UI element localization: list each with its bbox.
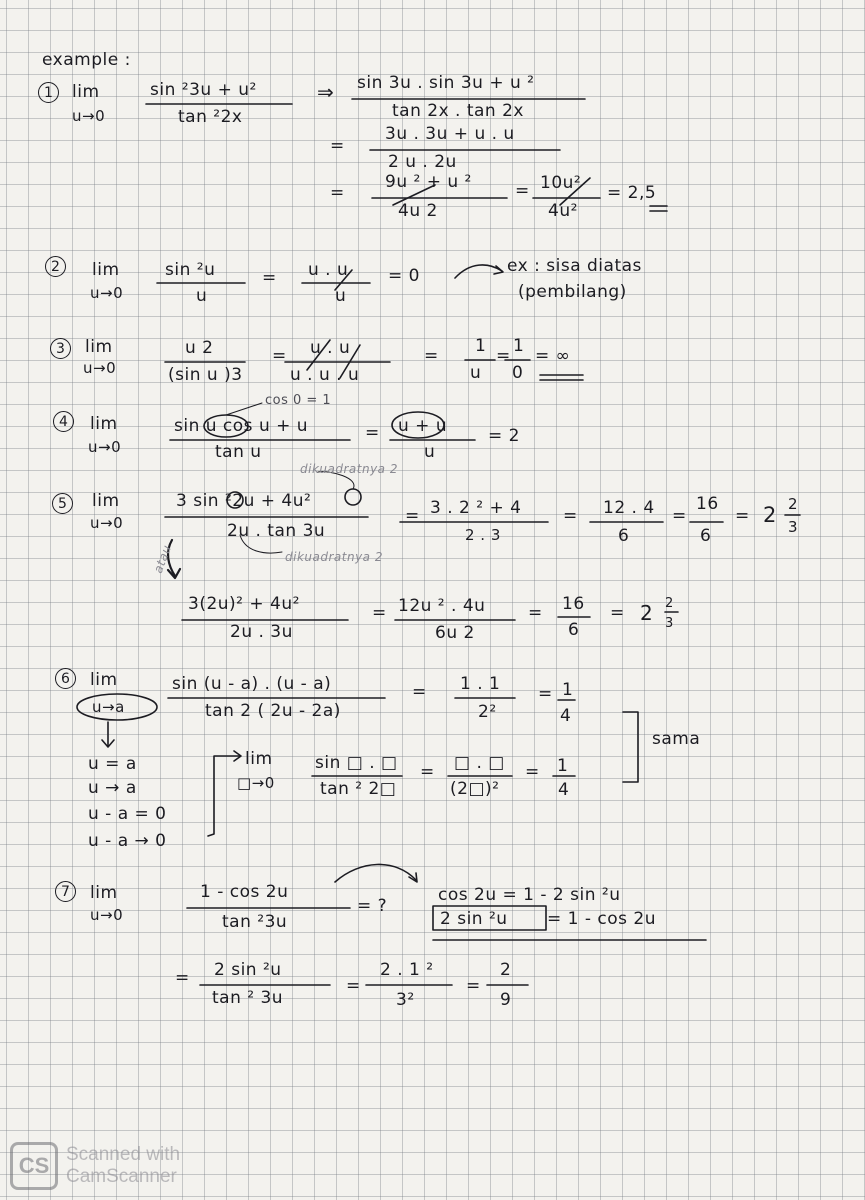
numerator: sin □ . □ xyxy=(315,753,398,773)
equals-sign: = xyxy=(346,976,361,996)
equals-sign: = xyxy=(735,506,750,526)
denominator: tan 2 ( 2u - 2a) xyxy=(205,701,341,721)
numerator: 3 sin ²2u + 4u² xyxy=(176,491,312,511)
denominator: tan 2x . tan 2x xyxy=(392,101,524,121)
equals-sign: = xyxy=(272,346,287,366)
equals-sign: = xyxy=(175,968,190,988)
note: (pembilang) xyxy=(518,282,627,302)
equals-sign: = xyxy=(262,268,277,288)
numerator: 1 . 1 xyxy=(460,674,501,694)
denominator: 6u 2 xyxy=(435,623,475,643)
mixed-denominator: 3 xyxy=(665,616,674,631)
numerator: 16 xyxy=(696,494,719,514)
circled-term xyxy=(345,489,361,505)
denominator: 6 xyxy=(618,526,630,546)
denominator: 6 xyxy=(568,620,580,640)
denominator: u . u . u xyxy=(290,365,360,385)
example-number-4: 4 xyxy=(53,411,74,432)
derivation-step: u - a = 0 xyxy=(88,804,167,824)
denominator: 2 . 3 xyxy=(465,526,501,544)
denominator: 2u . tan 3u xyxy=(227,521,326,541)
lim-subscript: □→0 xyxy=(237,774,275,792)
denominator: 4u 2 xyxy=(398,201,438,221)
derivation-step: u = a xyxy=(88,754,137,774)
annotation: cos 0 = 1 xyxy=(265,393,332,408)
lim-label: lim xyxy=(72,82,100,102)
example-number-5: 5 xyxy=(52,493,73,514)
bracket-arrow xyxy=(208,756,240,836)
denominator: (sin u )3 xyxy=(168,365,243,385)
trig-identity: = 1 - cos 2u xyxy=(547,909,657,929)
lim-label: lim xyxy=(90,414,118,434)
denominator: (2□)² xyxy=(450,779,500,799)
mixed-numerator: 2 xyxy=(665,596,674,611)
lim-label: lim xyxy=(90,670,118,690)
lim-subscript: u→0 xyxy=(83,359,117,377)
equals-sign: = xyxy=(525,762,540,782)
derivation-step: u - a → 0 xyxy=(88,831,167,851)
equals-sign: = xyxy=(372,603,387,623)
lim-subscript: u→0 xyxy=(90,514,124,532)
lim-label: lim xyxy=(92,491,120,511)
numerator: 16 xyxy=(562,594,585,614)
watermark-line: Scanned with xyxy=(66,1144,181,1166)
denominator: tan ² 2□ xyxy=(320,779,397,799)
equals-sign: = xyxy=(610,603,625,623)
denominator: u xyxy=(335,286,347,306)
annotation: dikuadratnya 2 xyxy=(285,550,383,564)
denominator: 2u . 3u xyxy=(230,622,293,642)
mixed-numerator: 2 xyxy=(788,495,799,513)
camscanner-logo-icon: CS xyxy=(10,1142,58,1190)
example-number-2: 2 xyxy=(45,256,66,277)
equals-sign: = xyxy=(672,506,687,526)
same-bracket xyxy=(623,712,638,782)
numerator: u + u xyxy=(398,416,448,436)
numerator: u 2 xyxy=(185,338,214,358)
result: = ∞ xyxy=(535,346,571,366)
example-number-6: 6 xyxy=(55,668,76,689)
mixed-whole: 2 xyxy=(763,503,777,527)
numerator: sin ²3u + u² xyxy=(150,80,257,100)
denominator: u xyxy=(196,286,208,306)
result: = 0 xyxy=(388,266,420,286)
equals-sign: = xyxy=(538,684,553,704)
numerator: 1 xyxy=(557,756,569,776)
result: = 2,5 xyxy=(607,183,657,203)
equals-sign: = xyxy=(563,506,578,526)
curved-arrow xyxy=(335,864,416,882)
numerator: 1 xyxy=(475,336,487,356)
equals-sign: = xyxy=(365,423,380,443)
denominator: u xyxy=(424,442,436,462)
same-label: sama xyxy=(652,729,701,749)
numerator: 1 - cos 2u xyxy=(200,882,289,902)
numerator: 3(2u)² + 4u² xyxy=(188,594,300,614)
denominator: 4 xyxy=(560,706,572,726)
denominator: 4u² xyxy=(548,201,578,221)
numerator: 12 . 4 xyxy=(603,498,655,518)
lim-subscript: u→0 xyxy=(90,284,124,302)
numerator: □ . □ xyxy=(454,753,505,773)
page-heading: example : xyxy=(42,50,131,70)
numerator: sin (u - a) . (u - a) xyxy=(172,674,332,694)
question-mark: = ? xyxy=(357,896,388,916)
numerator: 3u . 3u + u . u xyxy=(385,124,515,144)
example-number-3: 3 xyxy=(50,338,71,359)
denominator: tan ²2x xyxy=(178,107,243,127)
mixed-whole: 2 xyxy=(640,601,654,625)
equals-sign: = xyxy=(466,976,481,996)
denominator: tan ² 3u xyxy=(212,988,284,1008)
numerator: 2 xyxy=(500,960,512,980)
note: ex : sisa diatas xyxy=(507,256,642,276)
equals-sign: = xyxy=(515,181,530,201)
denominator: 9 xyxy=(500,990,512,1010)
numerator: 1 xyxy=(513,336,525,356)
numerator: sin ²u xyxy=(165,260,216,280)
trig-identity: cos 2u = 1 - 2 sin ²u xyxy=(438,885,621,905)
lim-label: lim xyxy=(92,260,120,280)
denominator: u xyxy=(470,363,482,383)
annotation: dikuadratnya 2 xyxy=(300,462,398,476)
watermark-text xyxy=(66,1144,180,1188)
numerator: sin 3u . sin 3u + u ² xyxy=(357,73,535,93)
example-number-1: 1 xyxy=(38,82,59,103)
equals-sign: = xyxy=(330,136,345,156)
derivation-step: u → a xyxy=(88,778,137,798)
watermark-line: CamScanner xyxy=(66,1166,177,1187)
result: = 2 xyxy=(488,426,520,446)
equals-sign: = xyxy=(412,682,427,702)
equals-sign: = xyxy=(420,762,435,782)
boxed-term: 2 sin ²u xyxy=(440,909,508,929)
annotation-arrow xyxy=(226,403,262,415)
mixed-denominator: 3 xyxy=(788,518,799,536)
numerator: sin u cos u + u xyxy=(174,416,309,436)
equals-sign: = xyxy=(496,346,511,366)
denominator: tan ²3u xyxy=(222,912,288,932)
denominator: 6 xyxy=(700,526,712,546)
equals-sign: = xyxy=(424,346,439,366)
equals-sign: = xyxy=(405,506,420,526)
numerator: 1 xyxy=(562,680,574,700)
equals-sign: = xyxy=(330,183,345,203)
numerator: 12u ² . 4u xyxy=(398,596,486,616)
lim-label: lim xyxy=(245,749,273,769)
denominator: tan u xyxy=(215,442,262,462)
numerator: 10u² xyxy=(540,173,582,193)
camscanner-watermark xyxy=(10,1142,180,1190)
implies-arrow: ⇒ xyxy=(317,80,335,104)
lim-subscript: u→0 xyxy=(72,107,106,125)
denominator: 2 u . 2u xyxy=(388,152,457,172)
numerator: 2 . 1 ² xyxy=(380,960,434,980)
numerator: u . u xyxy=(310,338,351,358)
lim-subscript: u→a xyxy=(92,698,125,716)
numerator: 2 sin ²u xyxy=(214,960,282,980)
example-number-7: 7 xyxy=(55,881,76,902)
curved-arrow xyxy=(455,265,502,278)
annotation: atau xyxy=(150,542,175,576)
denominator: 2² xyxy=(478,702,497,722)
equals-sign: = xyxy=(528,603,543,623)
denominator: 3² xyxy=(396,990,415,1010)
lim-label: lim xyxy=(85,337,113,357)
denominator: 4 xyxy=(558,780,570,800)
denominator: 0 xyxy=(512,363,524,383)
numerator: 3 . 2 ² + 4 xyxy=(430,498,522,518)
lim-subscript: u→0 xyxy=(90,906,124,924)
numerator: 9u ² + u ² xyxy=(385,172,472,192)
numerator: u . u xyxy=(308,260,349,280)
lim-label: lim xyxy=(90,883,118,903)
lim-subscript: u→0 xyxy=(88,438,122,456)
